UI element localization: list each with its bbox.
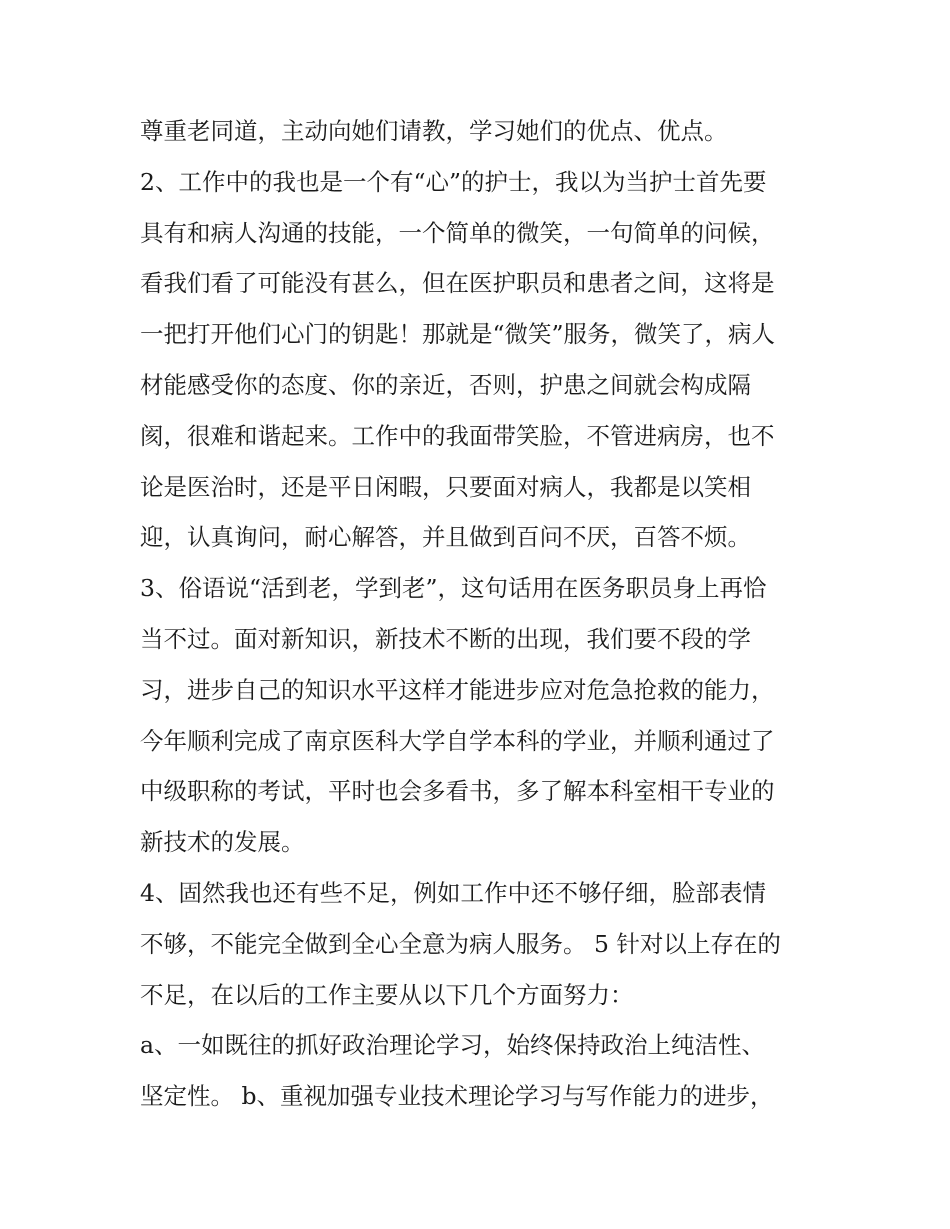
text-line: 阂，很难和谐起来。工作中的我面带笑脸，不管进病房，也不: [140, 421, 775, 450]
text-line: 坚定性。 b、重视加强专业技术理论学习与写作能力的进步，: [140, 1082, 774, 1111]
text-line: 迎，认真询问，耐心解答，并且做到百问不厌，百答不烦。: [140, 523, 751, 552]
text-line: 一把打开他们心门的钥匙！那就是“微笑”服务，微笑了，病人: [140, 320, 776, 349]
text-line: 不足，在以后的工作主要从以下几个方面努力：: [140, 980, 634, 1009]
text-line: 不够，不能完全做到全心全意为病人服务。 5 针对以上存在的: [140, 929, 781, 958]
text-line: 3、俗语说“活到老，学到老”，这句话用在医务职员身上再恰: [140, 574, 767, 603]
text-line: 新技术的发展。: [140, 828, 305, 857]
text-line: 看我们看了可能没有甚么，但在医护职员和患者之间，这将是: [140, 269, 775, 298]
text-line: 习，进步自己的知识水平这样才能进步应对危急抢救的能力，: [140, 675, 775, 704]
text-line: 尊重老同道，主动向她们请教，学习她们的优点、优点。: [140, 117, 728, 145]
text-line: 材能感受你的态度、你的亲近，否则，护患之间就会构成隔: [140, 370, 751, 399]
text-line: 论是医治时，还是平日闲暇，只要面对病人，我都是以笑相: [140, 472, 751, 501]
text-line: 今年顺利完成了南京医科大学自学本科的学业，并顺利通过了: [140, 726, 775, 755]
text-line: a、一如既往的抓好政治理论学习，始终保持政治上纯洁性、: [140, 1031, 766, 1060]
text-line: 2、工作中的我也是一个有“心”的护士，我以为当护士首先要: [140, 167, 767, 196]
text-line: 当不过。面对新知识，新技术不断的出现，我们要不段的学: [140, 624, 751, 653]
text-line: 中级职称的考试，平时也会多看书，多了解本科室相干专业的: [140, 777, 775, 806]
text-line: 具有和病人沟通的技能，一个简单的微笑，一句简单的问候，: [140, 218, 775, 247]
text-line: 4、固然我也还有些不足，例如工作中还不够仔细，脸部表情: [140, 878, 766, 907]
document-body: [140, 106, 830, 1122]
